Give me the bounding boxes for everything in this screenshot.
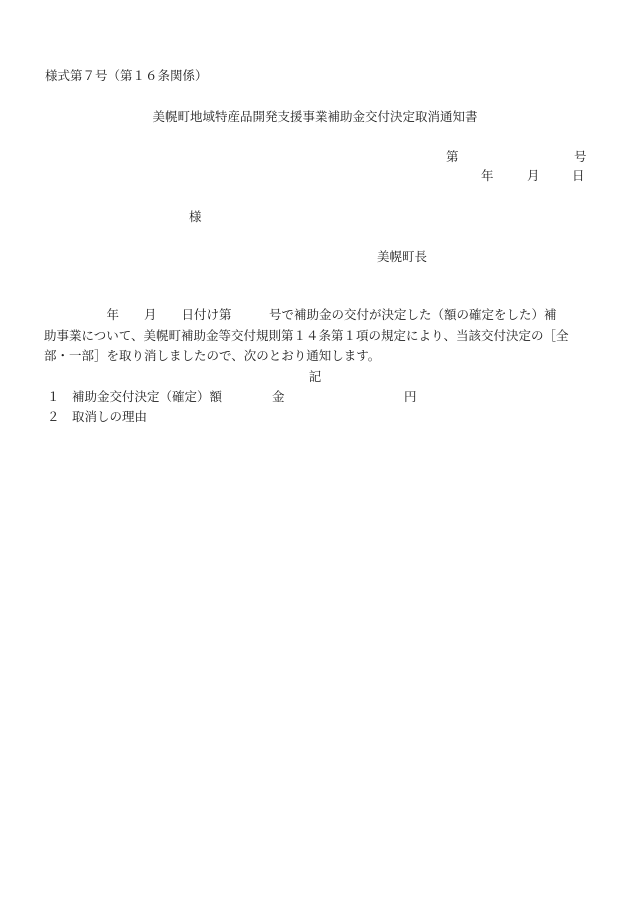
reference-number-suffix: 号 <box>574 149 587 164</box>
addressee-honorific: 様 <box>189 209 202 224</box>
amount-suffix: 円 <box>404 389 417 404</box>
item-number: １ <box>47 389 60 404</box>
body-line-1: 年 月 日付け第 号で補助金の交付が決定した（額の確定をした）補 <box>44 307 557 322</box>
item-label: 取消しの理由 <box>72 409 148 424</box>
document-title: 美幌町地域特産品開発支援事業補助金交付決定取消通知書 <box>152 109 478 124</box>
item-number: ２ <box>47 409 60 424</box>
date-year-label: 年 <box>481 168 494 183</box>
issuer-name: 美幌町長 <box>377 249 428 264</box>
body-paragraph <box>44 305 590 367</box>
body-line-2: 助事業について、美幌町補助金等交付規則第１４条第１項の規定により、当該交付決定の［全 <box>44 327 569 343</box>
note-heading: 記 <box>308 369 322 384</box>
reference-number-prefix: 第 <box>446 149 459 164</box>
body-line-3: 部・一部］を取り消しましたので、次のとおり通知します。 <box>44 348 381 363</box>
form-number: 様式第７号（第１６条関係） <box>45 68 208 83</box>
item-label: 補助金交付決定（確定）額 <box>72 389 223 404</box>
date-month-label: 月 <box>527 168 540 183</box>
date-day-label: 日 <box>572 168 585 183</box>
amount-prefix: 金 <box>272 389 285 404</box>
